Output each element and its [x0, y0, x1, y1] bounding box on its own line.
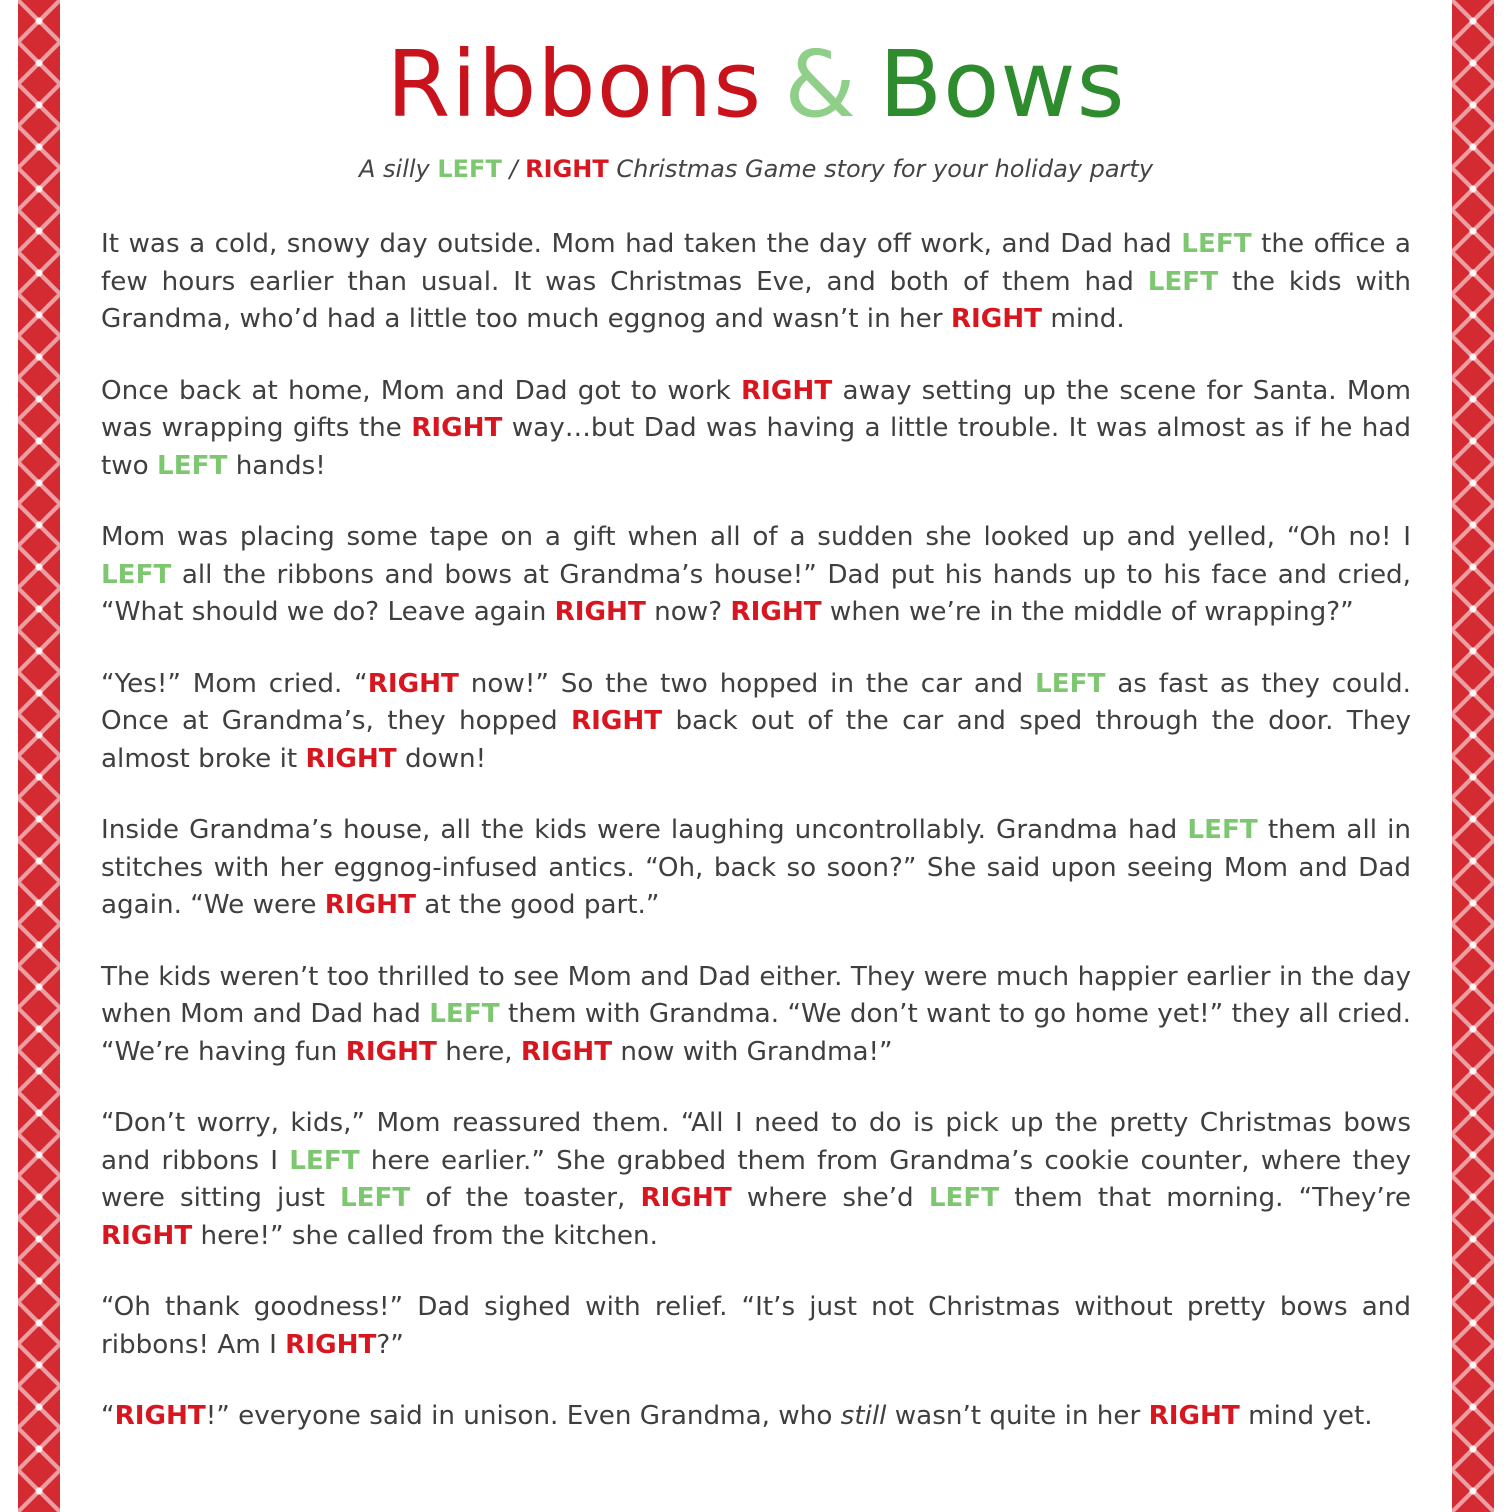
story-text: them all in stitches with her eggnog-infused antics. “Oh, back so soon?” She said upon seeing Mom and Dad again. “We were: [101, 815, 1411, 920]
right-keyword: RIGHT: [345, 1036, 437, 1067]
story-text: where she’d: [731, 1183, 929, 1213]
story-text: mind yet.: [1239, 1401, 1373, 1431]
story-body: [101, 226, 1411, 1470]
story-text: back out of the car and sped through the door. They almost broke it: [101, 706, 1411, 774]
subtitle-post: Christmas Game story for your holiday party: [608, 155, 1154, 183]
left-keyword: LEFT: [1187, 815, 1258, 845]
story-text: mind.: [1042, 304, 1125, 334]
left-keyword: LEFT: [928, 1183, 1000, 1213]
story-text: the kids with Grandma, who’d had a little too much eggnog and wasn’t in her: [101, 266, 1412, 334]
story-text: the office a few hours earlier than usual. It was Christmas Eve, and both of them had: [101, 229, 1411, 297]
title-ribbons: Ribbons: [386, 31, 763, 138]
story-text: when we’re in the middle of wrapping?”: [821, 597, 1354, 627]
left-keyword: LEFT: [339, 1183, 411, 1213]
left-keyword: LEFT: [157, 450, 228, 481]
emphasized-text: still: [840, 1401, 887, 1431]
story-text: “Oh thank goodness!” Dad sighed with relief. “It’s just not Christmas without pretty bows and ribbons! Am I: [101, 1292, 1411, 1360]
story-text: of the toaster,: [410, 1183, 641, 1213]
story-text: It was a cold, snowy day outside. Mom had taken the day off work, and Dad had: [101, 229, 1182, 259]
right-keyword: RIGHT: [640, 1183, 732, 1213]
story-paragraph: [101, 519, 1411, 632]
right-keyword: RIGHT: [730, 597, 822, 627]
subtitle: [0, 152, 1512, 186]
story-paragraph: [101, 373, 1411, 486]
story-text: “: [101, 1401, 115, 1431]
right-keyword: RIGHT: [1148, 1401, 1240, 1431]
story-text: now!” So the two hopped in the car and: [458, 668, 1036, 699]
title-bows: Bows: [878, 31, 1126, 138]
story-text: “Yes!” Mom cried. “: [101, 668, 368, 699]
story-text: them that morning. “They’re: [999, 1183, 1412, 1213]
title-ampersand: &: [784, 31, 857, 138]
story-text: Inside Grandma’s house, all the kids were laughing uncontrollably. Grandma had: [101, 815, 1188, 845]
story-text: ?”: [376, 1329, 404, 1360]
right-keyword: RIGHT: [367, 668, 459, 699]
story-paragraph: [101, 1398, 1411, 1436]
story-text: The kids weren’t too thrilled to see Mom and Dad either. They were much happier earlier in the day when Mom and Dad had: [101, 961, 1411, 1029]
left-keyword: LEFT: [289, 1145, 360, 1176]
story-text: them with Grandma. “We don’t want to go home yet!” they all cried. “We’re having fun: [101, 999, 1411, 1067]
story-text: “Don’t worry, kids,” Mom reassured them. “All I need to do is pick up the pretty Christmas bows and ribbons I: [101, 1108, 1411, 1176]
story-paragraph: [101, 959, 1411, 1072]
subtitle-pre: A silly: [358, 155, 438, 183]
story-text: here!” she called from the kitchen.: [192, 1220, 658, 1251]
story-text: as fast as they could. Once at Grandma’s, they hopped: [101, 668, 1411, 736]
left-candy-border: [18, 0, 60, 1512]
story-text: way…but Dad was having a little trouble. It was almost as if he had two: [101, 413, 1411, 481]
right-keyword: RIGHT: [114, 1401, 206, 1431]
page-title: [0, 30, 1512, 140]
story-paragraph: [101, 226, 1411, 339]
story-text: away setting up the scene for Santa. Mom was wrapping gifts the: [101, 375, 1411, 443]
story-text: now?: [645, 597, 731, 627]
story-text: here,: [436, 1036, 521, 1067]
subtitle-right-word: RIGHT: [525, 155, 609, 183]
right-keyword: RIGHT: [305, 743, 397, 774]
right-candy-border: [1452, 0, 1494, 1512]
story-text: Once back at home, Mom and Dad got to work: [101, 375, 742, 406]
story-text: !” everyone said in unison. Even Grandma, who: [205, 1401, 841, 1431]
story-text: Mom was placing some tape on a gift when all of a sudden she looked up and yelled, “Oh no! I: [101, 522, 1411, 552]
story-text: wasn’t quite in her: [886, 1401, 1149, 1431]
right-keyword: RIGHT: [520, 1036, 613, 1067]
story-text: here earlier.” She grabbed them from Grandma’s cookie counter, where they were sitting just: [101, 1145, 1412, 1213]
right-keyword: RIGHT: [285, 1329, 377, 1360]
left-keyword: LEFT: [1181, 229, 1252, 259]
story-paragraph: [101, 812, 1411, 925]
subtitle-left-word: LEFT: [437, 155, 502, 183]
story-text: now with Grandma!”: [612, 1036, 893, 1067]
left-keyword: LEFT: [429, 999, 500, 1029]
story-paragraph: [101, 1289, 1411, 1364]
right-keyword: RIGHT: [741, 375, 833, 406]
right-keyword: RIGHT: [554, 597, 646, 627]
story-paragraph: [101, 666, 1411, 779]
story-paragraph: [101, 1105, 1411, 1255]
right-keyword: RIGHT: [570, 706, 663, 736]
right-keyword: RIGHT: [950, 304, 1042, 334]
story-text: all the ribbons and bows at Grandma’s house!” Dad put his hands up to his face and cried, “What should we do? Leave again: [101, 559, 1411, 627]
left-keyword: LEFT: [1035, 668, 1106, 699]
story-text: hands!: [227, 450, 326, 481]
left-keyword: LEFT: [101, 559, 172, 590]
left-keyword: LEFT: [1147, 266, 1219, 297]
subtitle-separator: /: [501, 155, 526, 183]
right-keyword: RIGHT: [411, 413, 503, 443]
story-text: at the good part.”: [415, 890, 660, 920]
right-keyword: RIGHT: [324, 890, 416, 920]
story-text: down!: [396, 743, 487, 774]
right-keyword: RIGHT: [101, 1220, 193, 1251]
